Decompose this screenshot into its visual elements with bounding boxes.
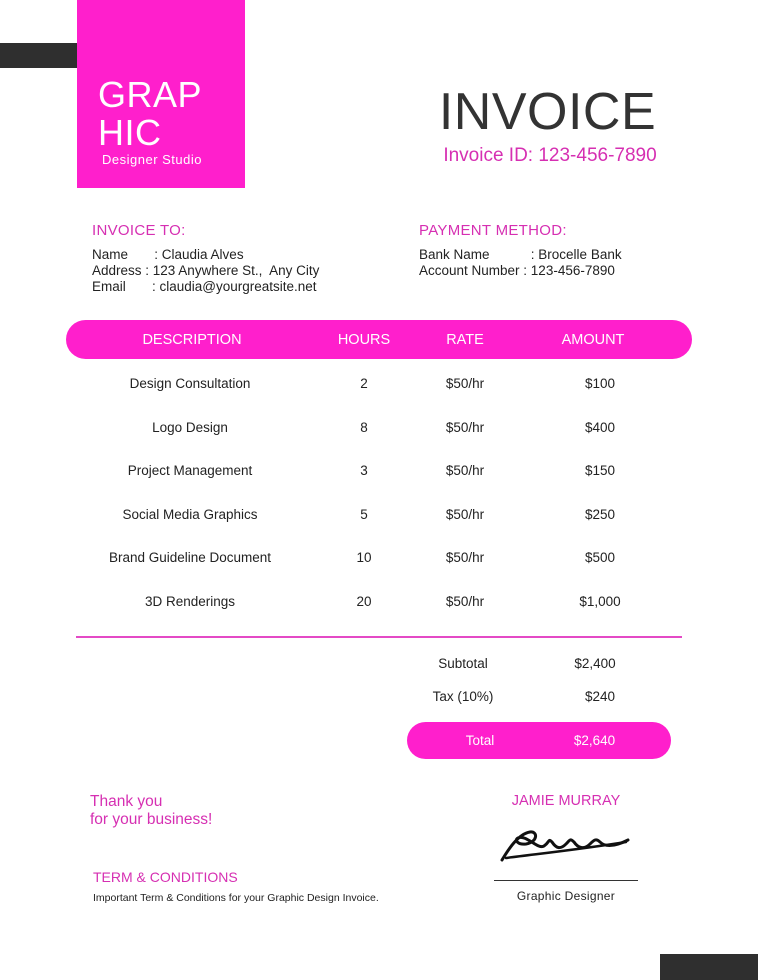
payment-method-heading: PAYMENT METHOD:: [419, 222, 567, 239]
brand-name-line2: HIC: [98, 112, 162, 153]
row-rate: $50/hr: [445, 420, 485, 435]
brand-subtitle: Designer Studio: [102, 152, 202, 167]
row-amount: $150: [584, 463, 616, 478]
subtotal-label: Subtotal: [438, 656, 488, 671]
row-description: Project Management: [127, 463, 253, 478]
tax-label: Tax (10%): [432, 689, 494, 704]
account-number-row: Account Number : 123-456-7890: [419, 263, 615, 278]
row-amount: $400: [584, 420, 616, 435]
row-hours: 8: [360, 420, 368, 435]
client-address-row: Address : 123 Anywhere St., Any City: [92, 263, 320, 278]
terms-heading: TERM & CONDITIONS: [93, 869, 238, 885]
invoice-to-heading: INVOICE TO:: [92, 222, 186, 239]
thank-you-line2: for your business!: [90, 811, 213, 828]
column-header-description: DESCRIPTION: [142, 332, 242, 348]
tax-value: $240: [584, 689, 616, 704]
row-description: Design Consultation: [129, 376, 251, 391]
row-hours: 3: [360, 463, 368, 478]
signature-icon: [496, 820, 636, 868]
bank-name-row: Bank Name : Brocelle Bank: [419, 247, 622, 262]
signer-role: Graphic Designer: [516, 889, 616, 903]
client-name-row: Name : Claudia Alves: [92, 247, 244, 262]
terms-text: Important Term & Conditions for your Graphic Design Invoice.: [93, 892, 379, 904]
row-rate: $50/hr: [445, 376, 485, 391]
total-pill: [407, 722, 671, 759]
row-rate: $50/hr: [445, 507, 485, 522]
row-description: Logo Design: [152, 420, 228, 435]
table-header: [66, 320, 692, 359]
column-header-amount: AMOUNT: [561, 332, 625, 348]
row-description: Brand Guideline Document: [108, 550, 272, 565]
signer-name: JAMIE MURRAY: [511, 793, 621, 809]
invoice-title: INVOICE: [438, 83, 657, 141]
signature-line: [494, 880, 638, 881]
client-email-row: Email : claudia@yourgreatsite.net: [92, 279, 317, 294]
row-amount: $100: [584, 376, 616, 391]
row-hours: 20: [356, 594, 372, 609]
thank-you-note: [90, 793, 212, 829]
column-header-hours: HOURS: [337, 332, 391, 348]
row-description: 3D Renderings: [144, 594, 236, 609]
row-amount: $250: [584, 507, 616, 522]
row-hours: 10: [356, 550, 372, 565]
row-rate: $50/hr: [445, 463, 485, 478]
invoice-id: Invoice ID: 123-456-7890: [443, 145, 657, 166]
table-divider: [76, 636, 682, 638]
subtotal-value: $2,400: [574, 656, 616, 671]
row-amount: $500: [584, 550, 616, 565]
brand-logo: [77, 0, 245, 188]
column-header-rate: RATE: [446, 332, 484, 348]
thank-you-line1: Thank you: [90, 793, 163, 810]
row-description: Social Media Graphics: [122, 507, 258, 522]
row-hours: 2: [360, 376, 368, 391]
row-hours: 5: [360, 507, 368, 522]
row-rate: $50/hr: [445, 594, 485, 609]
row-rate: $50/hr: [445, 550, 485, 565]
total-value: $2,640: [573, 733, 616, 748]
row-amount: $1,000: [579, 594, 621, 609]
total-label: Total: [465, 733, 495, 748]
brand-name-line1: GRAP: [98, 74, 203, 115]
decorative-bar-bottom-right: [660, 954, 758, 980]
